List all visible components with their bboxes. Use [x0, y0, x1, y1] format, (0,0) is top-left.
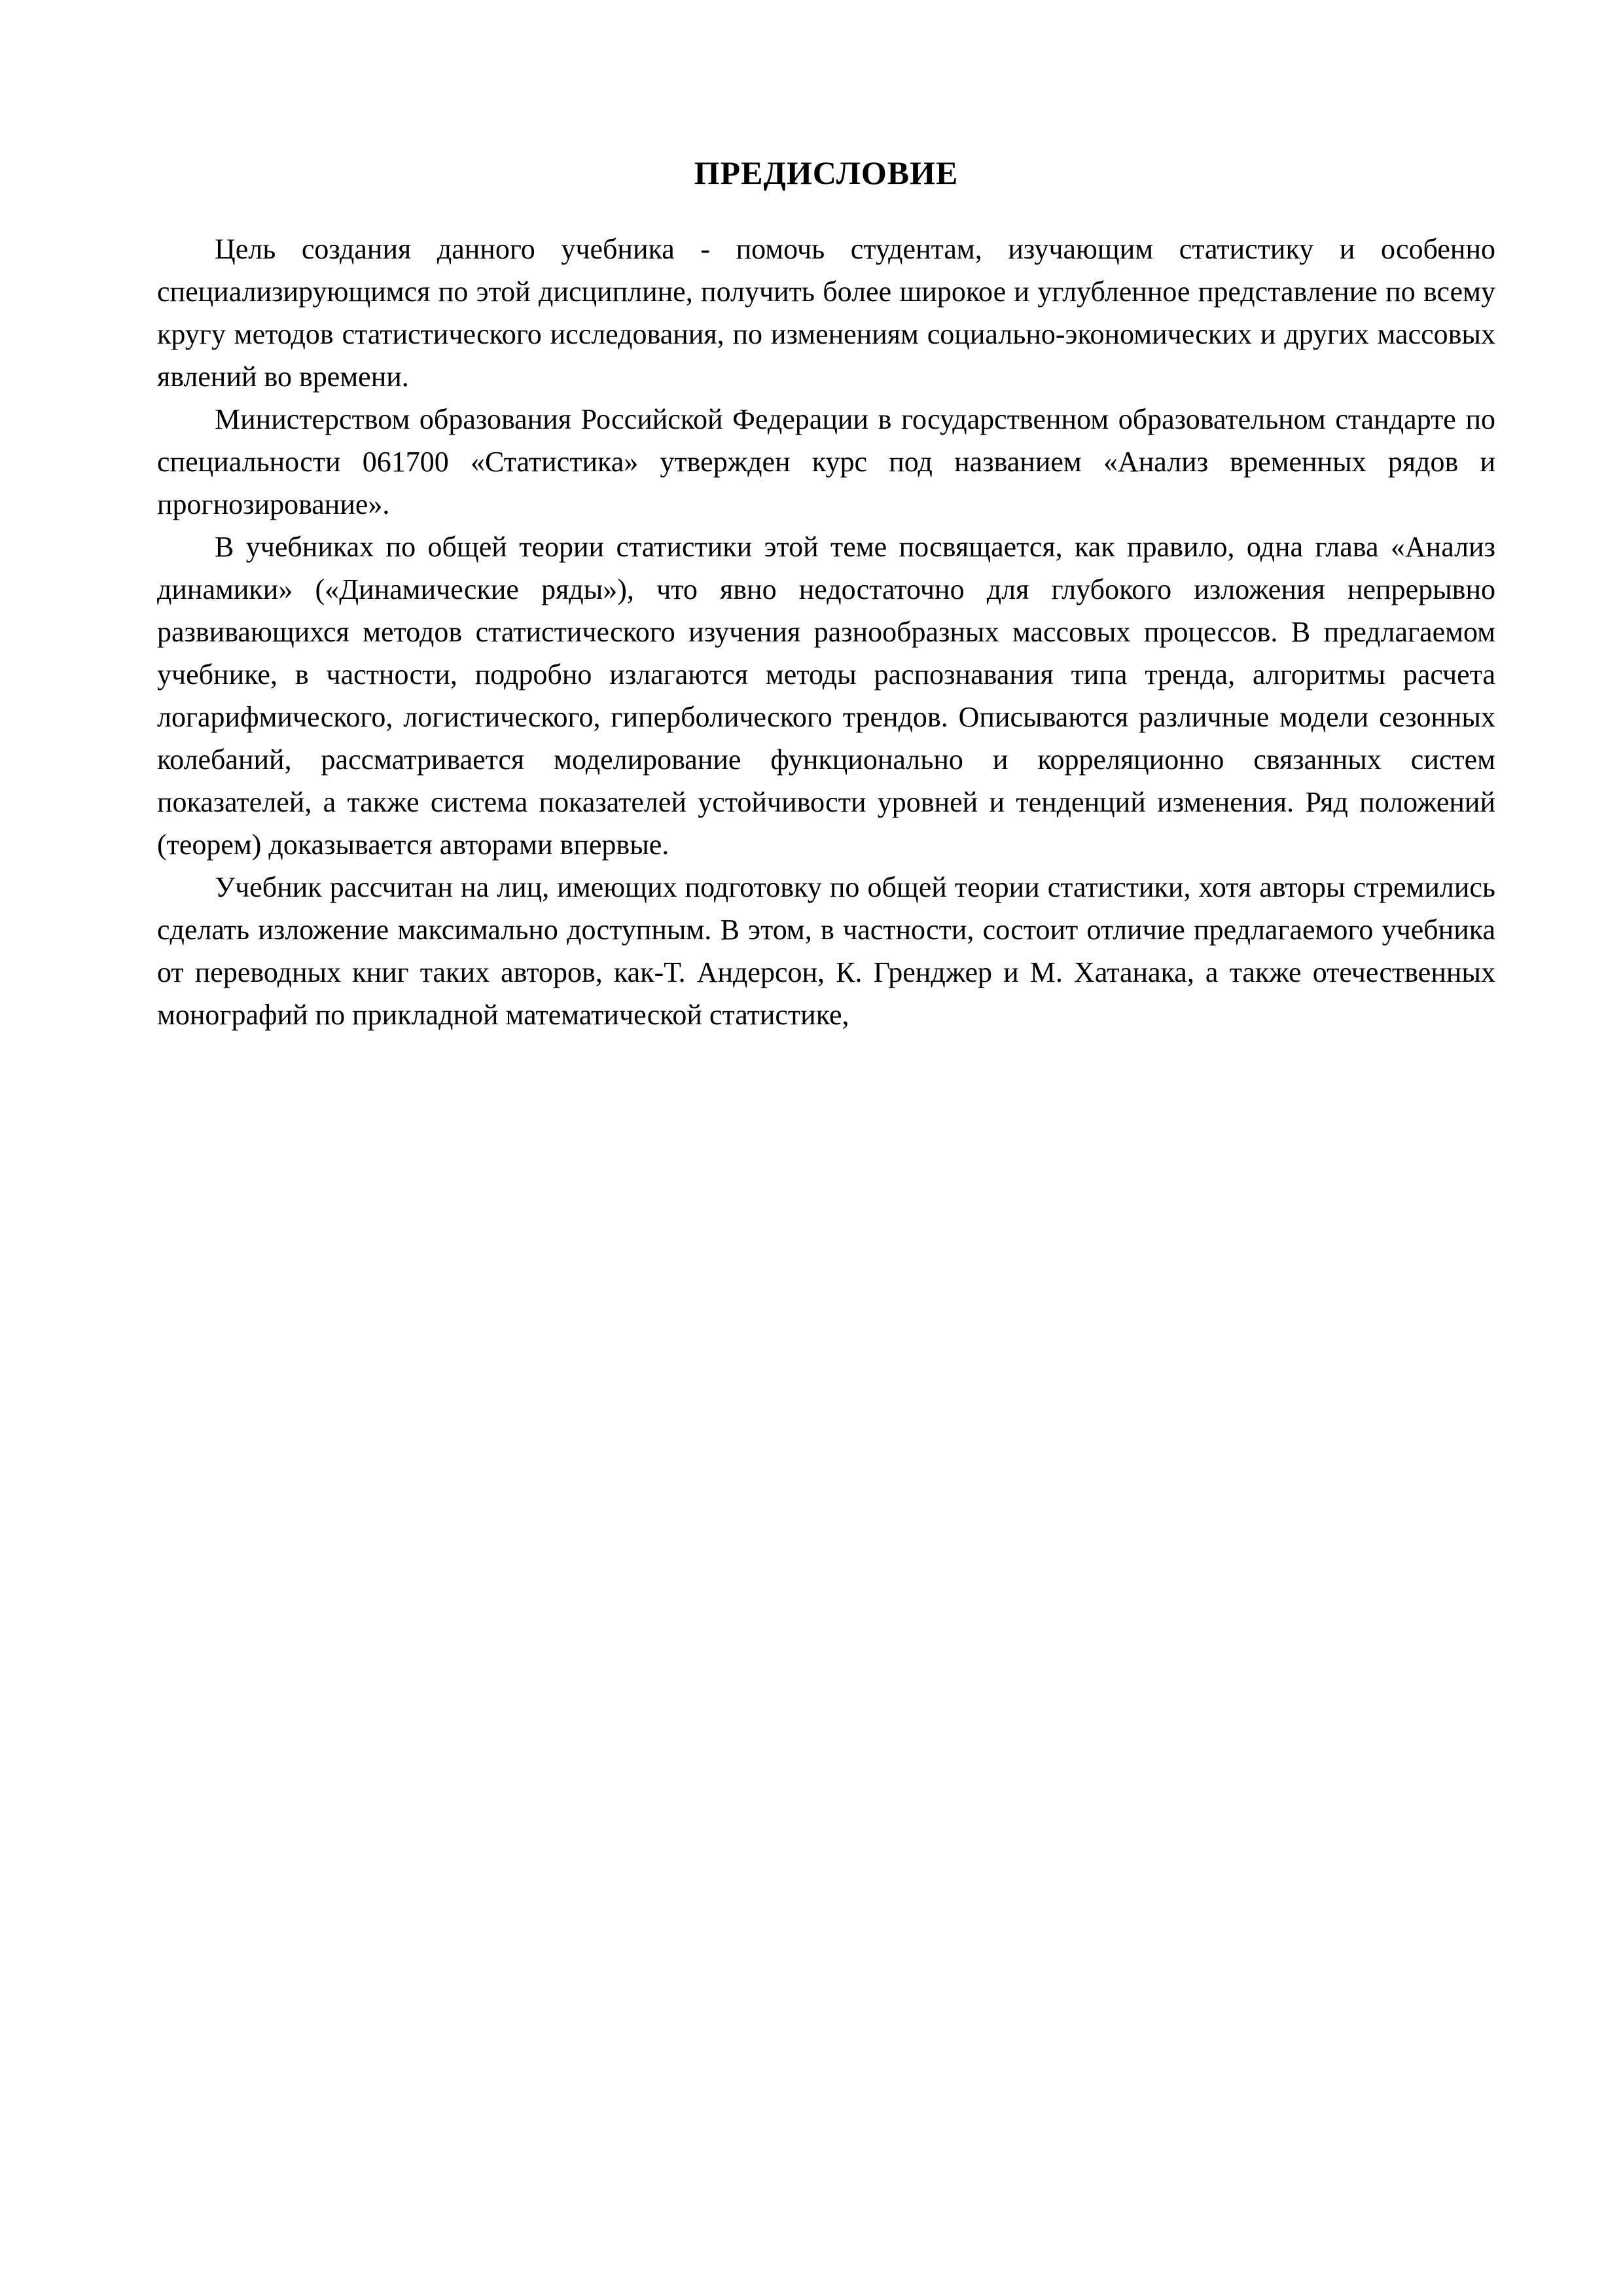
- paragraph-textbooks: В учебниках по общей теории статистики этой теме посвящается, как правило, одна глава «Анализ динамики» («Динамические ряды»), что явно недостаточно для глубокого изложения непрерывно развивающихся методов статистического изучения разнообразных массовых процессов. В предлагаемом учебнике, в частности, подробно излагаются методы распознавания типа тренда, алгоритмы расчета логарифмического, логистического, гиперболического трендов. Описываются различные модели сезонных колебаний, рассматривается моделирование функционально и корреляционно связанных систем показателей, а также система показателей устойчивости уровней и тенденций изменения. Ряд положений (теорем) доказывается авторами впервые.: [157, 531, 1495, 861]
- page-title: ПРЕДИСЛОВИЕ: [694, 154, 959, 191]
- paragraph-goal: Цель создания данного учебника - помочь студентам, изучающим статистику и особенно специализирующимся по этой дисциплине, получить более широкое и углубленное представление по всему кругу методов статистического исследования, по изменениям социально-экономических и других массовых явлений во времени.: [157, 233, 1495, 393]
- paragraph-ministry: Министерством образования Российской Федерации в государственном образовательном стандарте по специальности 061700 «Статистика» утвержден курс под названием «Анализ временных рядов и прогнозирование».: [157, 403, 1495, 520]
- paragraph-audience: Учебник рассчитан на лиц, имеющих подготовку по общей теории статистики, хотя авторы стремились сделать изложение максимально доступным. В этом, в частности, состоит отличие предлагаемого учебника от переводных книг таких авторов, как-Т. Андерсон, К. Гренджер и М. Хатанака, а также отечественных монографий по прикладной математической статистике,: [157, 871, 1495, 1031]
